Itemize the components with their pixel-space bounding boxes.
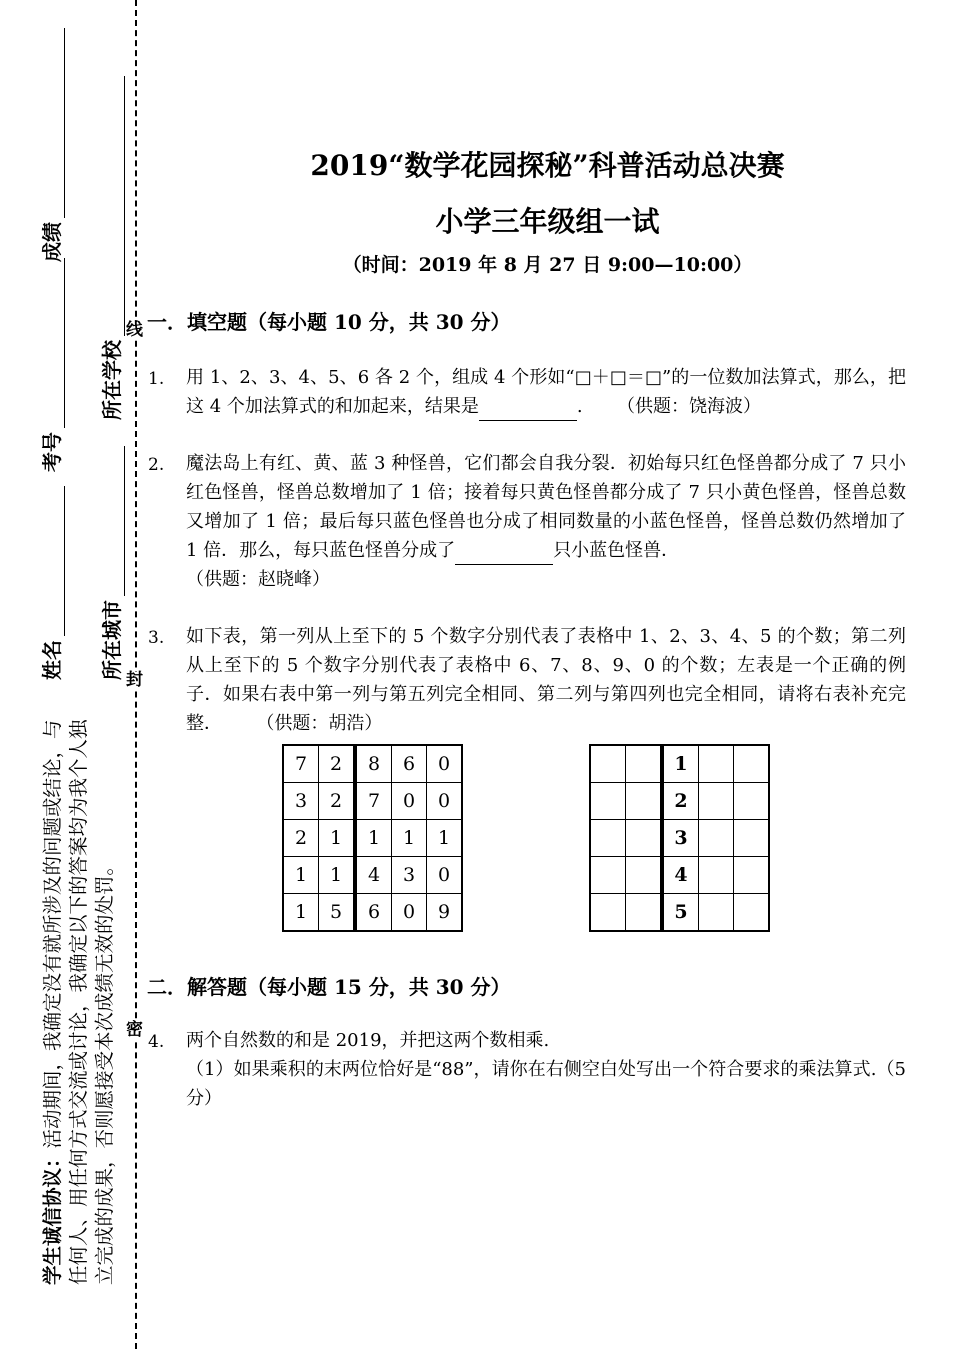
q4-stem: 两个自然数的和是 2019，并把这两个数相乘. xyxy=(186,1030,550,1051)
q3-right-table-cell[interactable] xyxy=(734,783,770,820)
q3-right-table-row xyxy=(590,894,769,932)
q3-right-table-cell[interactable] xyxy=(626,783,663,820)
q2-number: 2. xyxy=(148,455,165,475)
city-label: 所在城市 xyxy=(100,600,124,680)
q3-right-table-cell[interactable] xyxy=(626,820,663,857)
q1-text xyxy=(186,363,906,421)
q3-right-table-cell[interactable] xyxy=(699,857,734,894)
q3-text xyxy=(186,622,906,738)
q3-right-table-cell[interactable] xyxy=(590,894,626,932)
q1-answer-blank[interactable] xyxy=(479,402,577,421)
q3-left-table-row xyxy=(283,745,462,783)
q3-left-table xyxy=(282,744,463,932)
q3-number: 3. xyxy=(148,628,165,648)
q3-left-table-cell: 0 xyxy=(427,857,463,894)
q3-left-table-cell: 1 xyxy=(427,820,463,857)
q3-left-table-cell: 0 xyxy=(427,783,463,820)
q3-right-table-cell: 2 xyxy=(662,783,699,820)
city-field[interactable] xyxy=(96,446,125,680)
q4-part1: （1）如果乘积的末两位恰好是“88”，请你在右侧空白处写出一个符合要求的乘法算式.（5 分） xyxy=(186,1059,906,1109)
pledge-title: 学生诚信协议： xyxy=(41,1148,64,1285)
q3-right-table-cell: 3 xyxy=(662,820,699,857)
section2-heading: 二．解答题（每小题 15 分，共 30 分） xyxy=(147,975,511,999)
q2-text xyxy=(186,449,906,594)
exam-no-line[interactable] xyxy=(46,258,65,428)
q3-right-table-cell[interactable] xyxy=(590,820,626,857)
q2-after: 只小蓝色怪兽． xyxy=(553,540,680,561)
q4-text xyxy=(186,1026,906,1113)
q3-left-table-cell: 6 xyxy=(392,745,427,783)
name-line[interactable] xyxy=(46,486,65,636)
q3-right-table-cell[interactable] xyxy=(626,857,663,894)
q3-right-table-cell[interactable] xyxy=(734,857,770,894)
city-line[interactable] xyxy=(106,446,125,596)
name-label: 姓名 xyxy=(40,640,64,680)
page-title: 2019“数学花园探秘”科普活动总决赛 xyxy=(310,149,785,182)
q3-right-table-cell[interactable] xyxy=(626,894,663,932)
q4-number: 4. xyxy=(148,1032,165,1052)
score-line[interactable] xyxy=(46,28,65,218)
q3-left-table-row xyxy=(283,820,462,857)
q3-left-table-cell: 1 xyxy=(392,820,427,857)
binding-char-xian: 线 xyxy=(126,320,143,340)
q3-left-table-cell: 1 xyxy=(283,857,319,894)
q3-left-table-cell: 2 xyxy=(283,820,319,857)
exam-no-field[interactable] xyxy=(36,258,65,472)
q3-right-table[interactable] xyxy=(589,744,770,932)
q3-right-table-row xyxy=(590,783,769,820)
q3-left-table-cell: 8 xyxy=(355,745,392,783)
q3-left-table-row xyxy=(283,783,462,820)
q3-right-table-cell[interactable] xyxy=(699,783,734,820)
q3-right-table-row xyxy=(590,745,769,783)
q3-right-table-cell[interactable] xyxy=(734,745,770,783)
q3-left-table-cell: 4 xyxy=(355,857,392,894)
q3-left-table-cell: 0 xyxy=(392,783,427,820)
q3-right-table-cell[interactable] xyxy=(734,820,770,857)
q3-left-table-cell: 6 xyxy=(355,894,392,932)
school-label: 所在学校 xyxy=(100,340,124,420)
q3-left-table-cell: 1 xyxy=(319,857,356,894)
q3-right-table-row xyxy=(590,820,769,857)
binding-char-mi: 密 xyxy=(126,1020,143,1040)
q3-left-table-cell: 1 xyxy=(319,820,356,857)
section1-heading: 一．填空题（每小题 10 分，共 30 分） xyxy=(147,310,511,334)
q1-number: 1. xyxy=(148,369,165,389)
exam-time: （时间：2019 年 8 月 27 日 9:00—10:00） xyxy=(342,254,753,276)
q3-right-table-row xyxy=(590,857,769,894)
page-subtitle: 小学三年级组一试 xyxy=(435,205,660,238)
q3-right-table-cell[interactable] xyxy=(590,857,626,894)
q3-left-table-cell: 0 xyxy=(427,745,463,783)
q3-right-table-cell: 1 xyxy=(662,745,699,783)
school-line[interactable] xyxy=(106,76,125,336)
q1-period: . xyxy=(576,396,583,417)
q3-left-table-cell: 1 xyxy=(283,894,319,932)
q3-right-table-cell[interactable] xyxy=(734,894,770,932)
q3-left-table-cell: 2 xyxy=(319,745,356,783)
q3-left-table-cell: 1 xyxy=(355,820,392,857)
name-field[interactable] xyxy=(36,486,65,680)
q2-stem: 魔法岛上有红、黄、蓝 3 种怪兽，它们都会自我分裂．初始每只红色怪兽都分成了 7 只小红色怪兽，怪兽总数增加了 1 倍；接着每只黄色怪兽都分成了 7 只小黄色怪兽，怪兽总数又增加了 1 倍；最后每只蓝色怪兽也分成了相同数量的小蓝色怪兽，怪兽总数仍然增加了 1 倍．那么，每只蓝色怪兽分成了 xyxy=(186,453,906,561)
q3-right-table-cell[interactable] xyxy=(699,820,734,857)
q3-left-table-cell: 3 xyxy=(392,857,427,894)
q3-left-table-cell: 3 xyxy=(283,783,319,820)
q3-right-table-cell: 4 xyxy=(662,857,699,894)
q3-right-table-cell: 5 xyxy=(662,894,699,932)
q3-right-table-cell[interactable] xyxy=(590,783,626,820)
q3-right-table-cell[interactable] xyxy=(626,745,663,783)
q3-left-table-row xyxy=(283,894,462,932)
score-field[interactable] xyxy=(36,28,65,262)
q3-left-table-cell: 9 xyxy=(427,894,463,932)
q3-right-table-cell[interactable] xyxy=(699,894,734,932)
q3-left-table-cell: 2 xyxy=(319,783,356,820)
q3-left-table-row xyxy=(283,857,462,894)
q3-right-table-cell[interactable] xyxy=(590,745,626,783)
q2-provider: （供题：赵晓峰） xyxy=(186,569,330,590)
q3-left-table-cell: 5 xyxy=(319,894,356,932)
q3-left-table-cell: 7 xyxy=(283,745,319,783)
q3-left-table-cell: 7 xyxy=(355,783,392,820)
exam-no-label: 考号 xyxy=(40,432,64,472)
q3-left-table-cell: 0 xyxy=(392,894,427,932)
q3-right-table-cell[interactable] xyxy=(699,745,734,783)
student-pledge xyxy=(40,713,118,1285)
q2-answer-blank[interactable] xyxy=(455,546,553,565)
q1-provider: （供题：饶海波） xyxy=(616,396,761,417)
school-field[interactable] xyxy=(96,76,125,420)
q3-provider: （供题：胡浩） xyxy=(256,713,383,734)
q3-stem: 如下表，第一列从上至下的 5 个数字分别代表了表格中 1、2、3、4、5 的个数；第二列从上至下的 5 个数字分别代表了表格中 6、7、8、9、0 的个数；左表是一个正确的例子．如果右表中第一列与第五列完全相同、第二列与第四列也完全相同，请将右表补充完整． xyxy=(186,626,906,734)
score-label: 成绩 xyxy=(40,222,64,262)
binding-char-feng: 封 xyxy=(126,670,143,690)
pledge-text: 活动期间，我确定没有就所涉及的问题或结论，与任何人、用任何方式交流或讨论，我确定以下的答案均为我个人独立完成的成果，否则愿接受本次成绩无效的处罚。 xyxy=(41,719,116,1285)
q1-stem: 用 1、2、3、4、5、6 各 2 个，组成 4 个形如“□＋□＝□”的一位数加法算式，那么，把这 4 个加法算式的和加起来，结果是 xyxy=(186,367,906,417)
